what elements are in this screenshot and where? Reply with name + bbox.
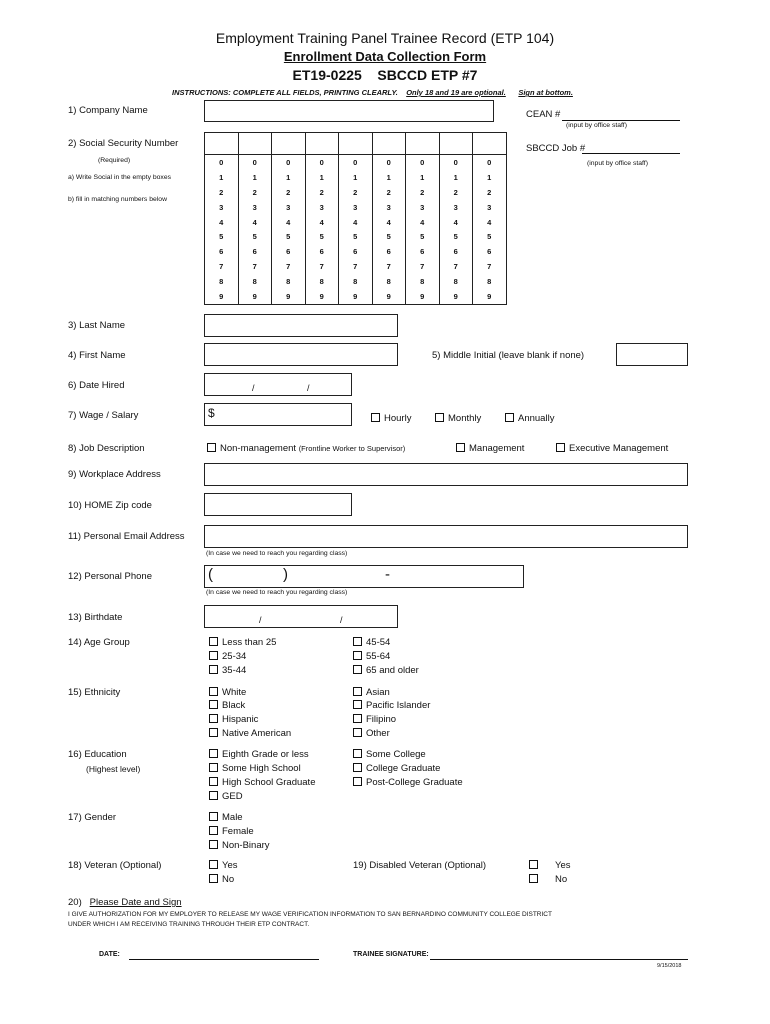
- ssn-required: (Required): [98, 157, 131, 164]
- checkbox-icon[interactable]: [209, 728, 218, 737]
- address-label: 9) Workplace Address: [68, 469, 161, 480]
- checkbox-icon[interactable]: [209, 749, 218, 758]
- date-signature-line[interactable]: [129, 959, 319, 960]
- job-management[interactable]: Management: [456, 443, 524, 454]
- ssn-digit-option[interactable]: 6: [406, 244, 440, 259]
- checkbox-icon[interactable]: [529, 874, 538, 883]
- job-note: (input by office staff): [587, 160, 648, 167]
- checkbox-icon[interactable]: [209, 860, 218, 869]
- ethnicity-option[interactable]: Black: [209, 700, 245, 711]
- instructions-text: INSTRUCTIONS: COMPLETE ALL FIELDS, PRINTING CLEARLY.: [172, 88, 398, 97]
- checkbox-icon[interactable]: [353, 728, 362, 737]
- ssn-digit-option[interactable]: 8: [238, 274, 272, 289]
- ssn-digit-box[interactable]: [272, 133, 306, 155]
- checkbox-icon[interactable]: [353, 777, 362, 786]
- ssn-digit-option[interactable]: 7: [439, 259, 473, 274]
- gender-option[interactable]: Male: [209, 812, 243, 823]
- ssn-digit-option[interactable]: 2: [238, 185, 272, 200]
- ssn-digit-option[interactable]: 3: [305, 200, 339, 215]
- education-option[interactable]: Some High School: [209, 763, 301, 774]
- ssn-digit-option[interactable]: 6: [339, 244, 373, 259]
- ssn-digit-option[interactable]: 4: [339, 215, 373, 230]
- zip-input[interactable]: [204, 493, 352, 516]
- ssn-digit-box[interactable]: [238, 133, 272, 155]
- disabled-veteran-no[interactable]: No: [529, 874, 567, 885]
- ethnicity-option[interactable]: Other: [353, 728, 390, 739]
- ssn-digit-option[interactable]: 5: [372, 229, 406, 244]
- ssn-digit-box[interactable]: [473, 133, 507, 155]
- ssn-digit-option[interactable]: 5: [205, 229, 239, 244]
- ssn-digit-option[interactable]: 6: [238, 244, 272, 259]
- checkbox-icon[interactable]: [353, 749, 362, 758]
- checkbox-icon[interactable]: [209, 874, 218, 883]
- ssn-digit-option[interactable]: 4: [406, 215, 440, 230]
- last-name-input[interactable]: [204, 314, 398, 337]
- instructions: [172, 88, 573, 97]
- email-note: (In case we need to reach you regarding class): [206, 550, 348, 557]
- checkbox-icon[interactable]: [353, 637, 362, 646]
- ssn-digit-option[interactable]: 7: [339, 259, 373, 274]
- birthdate-slash-1: /: [259, 615, 262, 625]
- job-input[interactable]: [582, 153, 680, 154]
- revision-date: 9/15/2018: [657, 963, 682, 969]
- checkbox-icon[interactable]: [435, 413, 444, 422]
- ssn-digit-option[interactable]: 9: [406, 289, 440, 304]
- ssn-instruction-b: b) fill in matching numbers below: [68, 196, 167, 203]
- job-description-label: 8) Job Description: [68, 443, 145, 454]
- ssn-digit-option[interactable]: 9: [305, 289, 339, 304]
- education-label: 16) Education: [68, 749, 127, 760]
- ssn-digit-box[interactable]: [205, 133, 239, 155]
- veteran-yes[interactable]: Yes: [209, 860, 238, 871]
- cean-note: (input by office staff): [566, 122, 627, 129]
- ssn-digit-option[interactable]: 8: [205, 274, 239, 289]
- optional-note: Only 18 and 19 are optional.: [406, 88, 506, 97]
- ssn-digit-option[interactable]: 6: [473, 244, 507, 259]
- ssn-digit-option[interactable]: 1: [205, 170, 239, 185]
- ssn-digit-option[interactable]: 7: [473, 259, 507, 274]
- dollar-sign: $: [208, 406, 215, 420]
- checkbox-icon[interactable]: [353, 700, 362, 709]
- ssn-digit-option[interactable]: 2: [305, 185, 339, 200]
- ssn-digit-option[interactable]: 6: [205, 244, 239, 259]
- ssn-digit-option[interactable]: 7: [406, 259, 440, 274]
- ssn-digit-option[interactable]: 9: [339, 289, 373, 304]
- age-label: 14) Age Group: [68, 637, 130, 648]
- ssn-digit-option[interactable]: 0: [272, 155, 306, 170]
- ssn-digit-option[interactable]: 2: [205, 185, 239, 200]
- ssn-digit-option[interactable]: 4: [305, 215, 339, 230]
- education-note: (Highest level): [86, 764, 141, 774]
- ethnicity-option[interactable]: Hispanic: [209, 714, 258, 725]
- ssn-digit-option[interactable]: 2: [372, 185, 406, 200]
- sign-note: Sign at bottom.: [518, 88, 573, 97]
- ssn-digit-option[interactable]: 9: [473, 289, 507, 304]
- job-executive[interactable]: Executive Management: [556, 443, 668, 454]
- checkbox-icon[interactable]: [456, 443, 465, 452]
- ssn-digit-option[interactable]: 8: [305, 274, 339, 289]
- ssn-digit-option[interactable]: 6: [272, 244, 306, 259]
- ssn-digit-option[interactable]: 8: [473, 274, 507, 289]
- phone-dash: -: [385, 566, 390, 583]
- ethnicity-label: 15) Ethnicity: [68, 687, 121, 698]
- ssn-digit-option[interactable]: 8: [406, 274, 440, 289]
- ssn-digit-option[interactable]: 8: [372, 274, 406, 289]
- ssn-digit-option[interactable]: 3: [272, 200, 306, 215]
- education-option[interactable]: College Graduate: [353, 763, 440, 774]
- ssn-digit-option[interactable]: 3: [372, 200, 406, 215]
- birthdate-slash-2: /: [340, 615, 343, 625]
- checkbox-icon[interactable]: [353, 714, 362, 723]
- ssn-digit-box[interactable]: [305, 133, 339, 155]
- ethnicity-option[interactable]: Pacific Islander: [353, 700, 430, 711]
- middle-initial-label: 5) Middle Initial (leave blank if none): [432, 350, 585, 361]
- ssn-digit-option[interactable]: 1: [473, 170, 507, 185]
- ssn-digit-option[interactable]: 5: [305, 229, 339, 244]
- checkbox-icon[interactable]: [209, 763, 218, 772]
- ssn-digit-box[interactable]: [339, 133, 373, 155]
- gender-label: 17) Gender: [68, 812, 117, 823]
- checkbox-icon[interactable]: [209, 714, 218, 723]
- ssn-digit-option[interactable]: 9: [439, 289, 473, 304]
- wage-hourly[interactable]: Hourly: [371, 413, 411, 424]
- ssn-digit-option[interactable]: 4: [473, 215, 507, 230]
- ssn-digit-option[interactable]: 1: [339, 170, 373, 185]
- ssn-digit-option[interactable]: 5: [339, 229, 373, 244]
- age-option[interactable]: 55-64: [353, 651, 390, 662]
- authorization-line-2: UNDER WHICH I AM RECEIVING TRAINING THROUGH THEIR ETP CONTRACT.: [68, 921, 310, 928]
- ssn-digit-option[interactable]: 0: [238, 155, 272, 170]
- ssn-digit-option[interactable]: 1: [272, 170, 306, 185]
- ssn-digit-option[interactable]: 8: [272, 274, 306, 289]
- form-title: Employment Training Panel Trainee Record (ETP 104): [215, 30, 555, 46]
- form-code: ET19-0225 SBCCD ETP #7: [292, 67, 478, 83]
- company-label: 1) Company Name: [68, 105, 148, 116]
- wage-label: 7) Wage / Salary: [68, 410, 139, 421]
- authorization-line-1: I GIVE AUTHORIZATION FOR MY EMPLOYER TO RELEASE MY WAGE VERIFICATION INFORMATION TO SAN BERNARDINO COMMUNITY COLLEGE DISTRICT: [68, 911, 552, 918]
- ssn-digit-option[interactable]: 3: [406, 200, 440, 215]
- ssn-digit-option[interactable]: 1: [372, 170, 406, 185]
- ssn-digit-option[interactable]: 8: [339, 274, 373, 289]
- checkbox-icon[interactable]: [209, 812, 218, 821]
- company-input[interactable]: [204, 100, 494, 122]
- date-hired-label: 6) Date Hired: [68, 380, 125, 391]
- checkbox-icon[interactable]: [209, 791, 218, 800]
- wage-annually[interactable]: Annually: [505, 413, 554, 424]
- checkbox-icon[interactable]: [353, 763, 362, 772]
- middle-initial-input[interactable]: [616, 343, 688, 366]
- ssn-digit-option[interactable]: 3: [339, 200, 373, 215]
- checkbox-icon[interactable]: [209, 777, 218, 786]
- gender-option[interactable]: Non-Binary: [209, 840, 270, 851]
- checkbox-icon[interactable]: [209, 637, 218, 646]
- ssn-digit-option[interactable]: 8: [439, 274, 473, 289]
- ssn-digit-option[interactable]: 7: [305, 259, 339, 274]
- phone-paren-open: (: [208, 566, 213, 583]
- ssn-digit-box[interactable]: [439, 133, 473, 155]
- ethnicity-option[interactable]: Asian: [353, 687, 390, 698]
- ssn-grid[interactable]: [204, 132, 507, 305]
- ssn-digit-option[interactable]: 2: [473, 185, 507, 200]
- ssn-digit-option[interactable]: 5: [439, 229, 473, 244]
- checkbox-icon[interactable]: [209, 665, 218, 674]
- ssn-digit-option[interactable]: 3: [439, 200, 473, 215]
- education-option[interactable]: Eighth Grade or less: [209, 749, 309, 760]
- ethnicity-option[interactable]: Native American: [209, 728, 291, 739]
- wage-monthly[interactable]: Monthly: [435, 413, 481, 424]
- ssn-digit-option[interactable]: 3: [205, 200, 239, 215]
- ssn-digit-option[interactable]: 7: [272, 259, 306, 274]
- education-option[interactable]: Post-College Graduate: [353, 777, 463, 788]
- ssn-digit-option[interactable]: 2: [272, 185, 306, 200]
- ssn-digit-option[interactable]: 4: [372, 215, 406, 230]
- checkbox-icon[interactable]: [209, 826, 218, 835]
- ssn-digit-option[interactable]: 9: [372, 289, 406, 304]
- veteran-no[interactable]: No: [209, 874, 234, 885]
- education-option[interactable]: High School Graduate: [209, 777, 315, 788]
- first-name-input[interactable]: [204, 343, 398, 366]
- signature-label: TRAINEE SIGNATURE:: [353, 951, 429, 958]
- ssn-digit-option[interactable]: 0: [406, 155, 440, 170]
- job-nonmanagement[interactable]: Non-management (Frontline Worker to Supervisor): [207, 443, 405, 454]
- last-name-label: 3) Last Name: [68, 320, 126, 331]
- address-input[interactable]: [204, 463, 688, 486]
- zip-label: 10) HOME Zip code: [68, 500, 152, 511]
- checkbox-icon[interactable]: [209, 687, 218, 696]
- age-option[interactable]: 65 and older: [353, 665, 419, 676]
- job-label: SBCCD Job #: [526, 143, 586, 154]
- gender-option[interactable]: Female: [209, 826, 254, 837]
- age-option[interactable]: 25-34: [209, 651, 246, 662]
- ssn-digit-option[interactable]: 6: [372, 244, 406, 259]
- disabled-veteran-label: 19) Disabled Veteran (Optional): [353, 860, 487, 871]
- ssn-digit-option[interactable]: 4: [439, 215, 473, 230]
- checkbox-icon[interactable]: [556, 443, 565, 452]
- checkbox-icon[interactable]: [353, 687, 362, 696]
- date-hired-slash-2: /: [307, 383, 310, 393]
- ssn-digit-option[interactable]: 5: [406, 229, 440, 244]
- ssn-digit-option[interactable]: 0: [305, 155, 339, 170]
- checkbox-icon[interactable]: [353, 665, 362, 674]
- birthdate-label: 13) Birthdate: [68, 612, 123, 623]
- ssn-digit-option[interactable]: 4: [205, 215, 239, 230]
- birthdate-input[interactable]: [204, 605, 398, 628]
- ssn-digit-option[interactable]: 2: [339, 185, 373, 200]
- ssn-digit-option[interactable]: 7: [205, 259, 239, 274]
- checkbox-icon[interactable]: [209, 651, 218, 660]
- cean-input[interactable]: [562, 120, 680, 121]
- veteran-label: 18) Veteran (Optional): [68, 860, 162, 871]
- wage-input[interactable]: [204, 403, 352, 426]
- ssn-digit-option[interactable]: 4: [272, 215, 306, 230]
- phone-input[interactable]: [204, 565, 524, 588]
- cean-label: CEAN #: [526, 109, 561, 120]
- ethnicity-option[interactable]: White: [209, 687, 246, 698]
- ssn-digit-box[interactable]: [372, 133, 406, 155]
- date-label: DATE:: [99, 951, 120, 958]
- ssn-digit-option[interactable]: 9: [238, 289, 272, 304]
- age-option[interactable]: 35-44: [209, 665, 246, 676]
- sign-title: Please Date and Sign: [89, 897, 182, 908]
- ssn-digit-option[interactable]: 1: [439, 170, 473, 185]
- checkbox-icon[interactable]: [529, 860, 538, 869]
- email-input[interactable]: [204, 525, 688, 548]
- ssn-digit-option[interactable]: 5: [473, 229, 507, 244]
- email-label: 11) Personal Email Address: [68, 531, 185, 542]
- phone-note: (In case we need to reach you regarding class): [206, 589, 348, 596]
- form-subtitle: Enrollment Data Collection Form: [283, 49, 487, 64]
- ssn-digit-option[interactable]: 3: [473, 200, 507, 215]
- ssn-digit-option[interactable]: 9: [272, 289, 306, 304]
- ssn-digit-option[interactable]: 0: [439, 155, 473, 170]
- checkbox-icon[interactable]: [371, 413, 380, 422]
- education-option[interactable]: GED: [209, 791, 243, 802]
- age-option[interactable]: Less than 25: [209, 637, 276, 648]
- ssn-digit-option[interactable]: 3: [238, 200, 272, 215]
- checkbox-icon[interactable]: [209, 700, 218, 709]
- ssn-digit-option[interactable]: 5: [238, 229, 272, 244]
- ssn-digit-option[interactable]: 2: [439, 185, 473, 200]
- ssn-digit-option[interactable]: 1: [238, 170, 272, 185]
- age-option[interactable]: 45-54: [353, 637, 390, 648]
- checkbox-icon[interactable]: [353, 651, 362, 660]
- date-hired-input[interactable]: [204, 373, 352, 396]
- ssn-digit-option[interactable]: 9: [205, 289, 239, 304]
- ssn-digit-option[interactable]: 7: [372, 259, 406, 274]
- trainee-signature-line[interactable]: [430, 959, 688, 960]
- ethnicity-option[interactable]: Filipino: [353, 714, 396, 725]
- date-hired-slash-1: /: [252, 383, 255, 393]
- sign-heading: 20) Please Date and Sign: [68, 897, 182, 908]
- ssn-digit-option[interactable]: 4: [238, 215, 272, 230]
- ssn-digit-option[interactable]: 6: [439, 244, 473, 259]
- ssn-digit-option[interactable]: 0: [473, 155, 507, 170]
- ssn-digit-option[interactable]: 2: [406, 185, 440, 200]
- phone-label: 12) Personal Phone: [68, 571, 152, 582]
- ssn-digit-option[interactable]: 0: [205, 155, 239, 170]
- ssn-digit-option[interactable]: 1: [406, 170, 440, 185]
- ssn-digit-option[interactable]: 0: [339, 155, 373, 170]
- checkbox-icon[interactable]: [209, 840, 218, 849]
- ssn-digit-option[interactable]: 1: [305, 170, 339, 185]
- disabled-veteran-yes[interactable]: Yes: [529, 860, 571, 871]
- checkbox-icon[interactable]: [505, 413, 514, 422]
- education-option[interactable]: Some College: [353, 749, 426, 760]
- ssn-digit-option[interactable]: 6: [305, 244, 339, 259]
- ssn-digit-box[interactable]: [406, 133, 440, 155]
- checkbox-icon[interactable]: [207, 443, 216, 452]
- phone-paren-close: ): [283, 566, 288, 583]
- ssn-digit-option[interactable]: 7: [238, 259, 272, 274]
- ssn-label: 2) Social Security Number: [68, 138, 179, 149]
- first-name-label: 4) First Name: [68, 350, 126, 361]
- ssn-instruction-a: a) Write Social in the empty boxes: [68, 174, 172, 181]
- ssn-digit-option[interactable]: 0: [372, 155, 406, 170]
- ssn-digit-option[interactable]: 5: [272, 229, 306, 244]
